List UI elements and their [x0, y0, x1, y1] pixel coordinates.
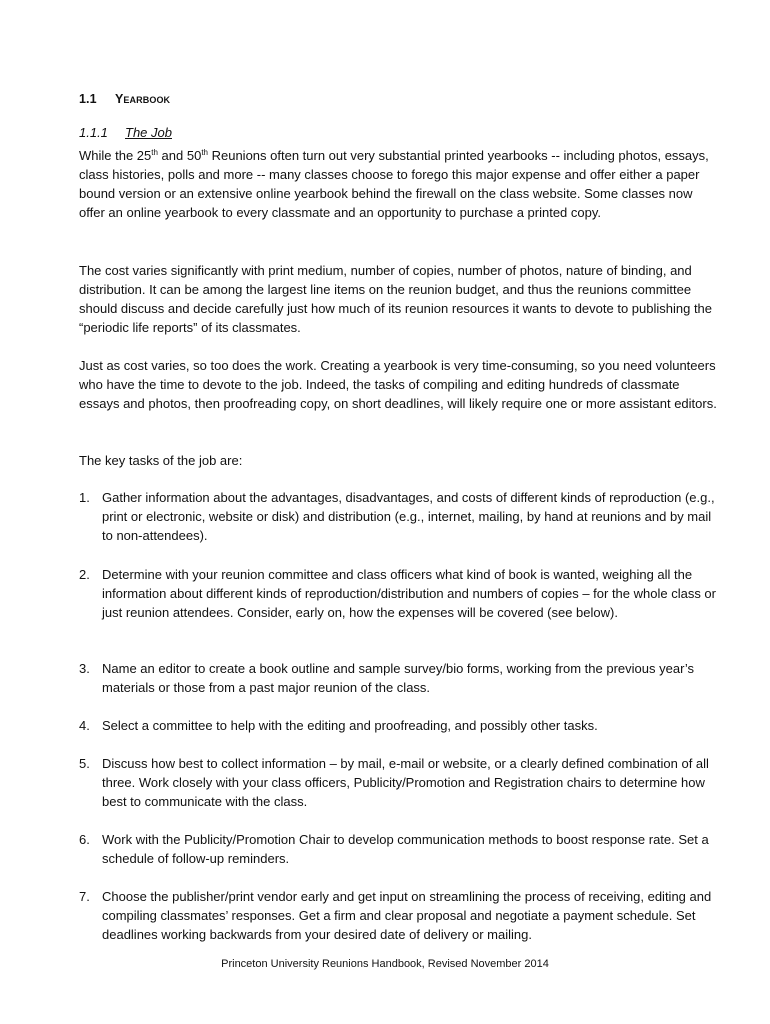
- list-item: [79, 754, 719, 811]
- intro-text-end: Reunions often turn out very substantial printed yearbooks -- including photos, essays, class histories, polls and more -- many classes choose to forego this major expense and offer either a paper bound version or an extensive online yearbook behind the firewall on the class website. Some classes now offer an online yearbook to every classmate and an opportunity to purchase a printed copy.: [79, 148, 709, 220]
- subsection-title: The Job: [125, 125, 172, 140]
- list-item: [79, 565, 719, 622]
- list-item-text: Discuss how best to collect information – by mail, e-mail or website, or a clearly defined combination of all three. Work closely with your class officers, Publicity/Promotion and Registration chairs to determine how best to communicate with the class.: [102, 756, 709, 809]
- section-heading: [79, 92, 170, 106]
- ordinal-superscript: th: [201, 148, 208, 157]
- work-paragraph: Just as cost varies, so too does the work. Creating a yearbook is very time-consuming, so you need volunteers who have the time to devote to the job. Indeed, the tasks of compiling and editing hundreds of classmate essays and photos, then proofreading copy, on short deadlines, will likely require one or more assistant editors.: [79, 358, 717, 411]
- list-marker: 4.: [79, 718, 90, 733]
- list-marker: 5.: [79, 756, 90, 771]
- intro-text-middle: and 50: [157, 148, 202, 163]
- list-marker: 7.: [79, 889, 90, 904]
- subsection-heading: [79, 125, 172, 140]
- list-item: [79, 887, 719, 944]
- key-tasks-intro: The key tasks of the job are:: [79, 453, 243, 468]
- section-title: Yearbook: [115, 92, 171, 106]
- list-item: [79, 830, 719, 868]
- list-item-text: Name an editor to create a book outline and sample survey/bio forms, working from the previous year’s materials or those from a past major reunion of the class.: [102, 661, 695, 695]
- list-marker: 6.: [79, 832, 90, 847]
- list-item: [79, 488, 719, 545]
- list-item-text: Work with the Publicity/Promotion Chair to develop communication methods to boost response rate. Set a schedule of follow-up reminders.: [102, 832, 709, 866]
- list-item: [79, 716, 719, 735]
- intro-text-start: While the 25: [79, 148, 152, 163]
- list-marker: 1.: [79, 490, 90, 505]
- cost-paragraph: The cost varies significantly with print medium, number of copies, number of photos, nature of binding, and distribution. It can be among the largest line items on the reunion budget, and thus the reunions committee should discuss and decide carefully just how much of its reunion resources it wants to devote to publishing the “periodic life reports” of its classmates.: [79, 263, 713, 335]
- subsection-number: 1.1.1: [79, 125, 108, 140]
- section-number: 1.1: [79, 92, 97, 106]
- list-marker: 3.: [79, 661, 90, 676]
- list-marker: 2.: [79, 567, 90, 582]
- list-item-text: Choose the publisher/print vendor early and get input on streamlining the process of receiving, editing and compiling classmates’ responses. Get a firm and clear proposal and negotiate a payment schedule. Set deadlines working backwards from your desired date of delivery or mailing.: [102, 889, 712, 942]
- page-footer: Princeton University Reunions Handbook, Revised November 2014: [221, 958, 549, 970]
- list-item: [79, 659, 719, 697]
- ordinal-superscript: th: [151, 148, 158, 157]
- list-item-text: Select a committee to help with the editing and proofreading, and possibly other tasks.: [102, 718, 598, 733]
- list-item-text: Gather information about the advantages, disadvantages, and costs of different kinds of reproduction (e.g., print or electronic, website or disk) and distribution (e.g., internet, mailing, by hand at reunions and by mail to non-attendees).: [102, 490, 715, 543]
- list-item-text: Determine with your reunion committee and class officers what kind of book is wanted, weighing all the information about different kinds of reproduction/distribution and numbers of copies – for the whole class or just reunion attendees. Consider, early on, how the expenses will be covered (see below).: [102, 567, 716, 620]
- intro-paragraph: [79, 146, 719, 222]
